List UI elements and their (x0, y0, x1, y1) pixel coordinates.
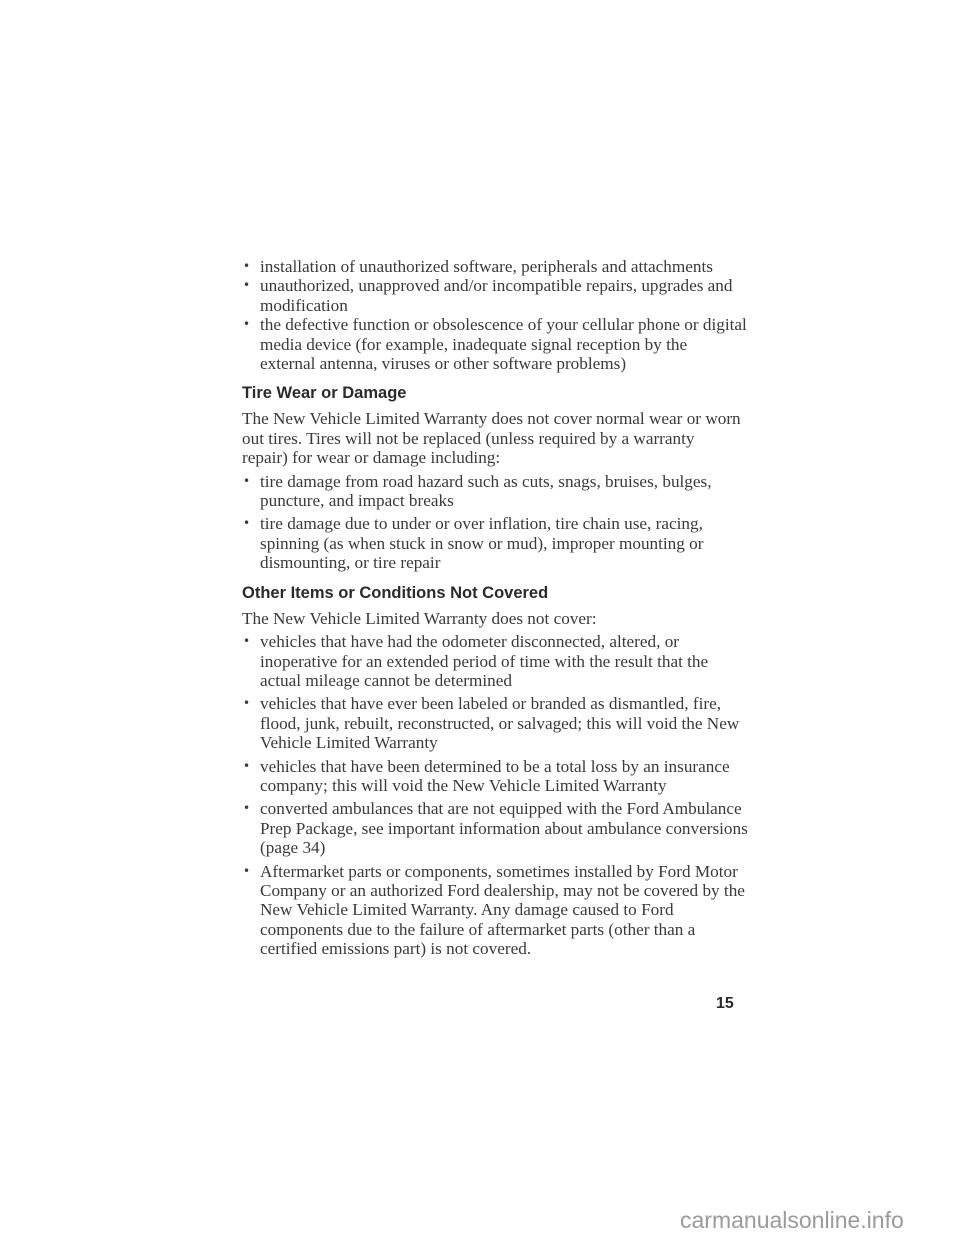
bullet-icon: • (243, 473, 251, 488)
list-item (242, 861, 745, 959)
text-line: company; this will void the New Vehicle Limited Warranty (260, 775, 667, 795)
text-line: spinning (as when stuck in snow or mud), improper mounting or (260, 533, 704, 553)
text-line: certified emissions part) is not covered. (260, 939, 532, 959)
text-line: vehicles that have ever been labeled or branded as dismantled, fire, (260, 694, 721, 714)
bullet-icon: • (243, 696, 251, 711)
list-item (242, 632, 742, 690)
text-line: repair) for wear or damage including: (242, 448, 501, 468)
text-line: media device (for example, inadequate signal reception by the (260, 334, 688, 354)
other-items-paragraph (242, 609, 742, 628)
text-line: actual mileage cannot be determined (260, 670, 512, 690)
list-item (242, 514, 742, 572)
text-line: tire damage from road hazard such as cuts, snags, bruises, bulges, (260, 471, 712, 491)
list-item (242, 757, 742, 796)
text-line: vehicles that have been determined to be a total loss by an insurance (260, 756, 730, 776)
text-line: inoperative for an extended period of time with the result that the (260, 651, 709, 671)
bullet-icon: • (243, 634, 251, 649)
bullet-icon: • (243, 516, 251, 531)
manual-page (242, 257, 748, 963)
text-line: puncture, and impact breaks (260, 491, 454, 511)
list-item (242, 472, 742, 511)
text-line: The New Vehicle Limited Warranty does not cover: (242, 608, 597, 628)
list-item (242, 257, 742, 276)
list-item (242, 315, 747, 374)
list-item (242, 276, 742, 315)
bullet-icon: • (243, 863, 251, 878)
page-number: 15 (716, 995, 734, 1012)
text-line: vehicles that have had the odometer disconnected, altered, or (260, 632, 680, 652)
text-line: Company or an authorized Ford dealership, may not be covered by the (260, 880, 745, 900)
text-line: converted ambulances that are not equipped with the Ford Ambulance (260, 799, 742, 819)
text-line: tire damage due to under or over inflation, tire chain use, racing, (260, 514, 703, 534)
text-line: New Vehicle Limited Warranty. Any damage caused to Ford (260, 900, 674, 920)
other-items-heading: Other Items or Conditions Not Covered (242, 583, 549, 602)
bullet-icon: • (243, 259, 251, 273)
text-line: Prep Package, see important information about ambulance conversions (260, 818, 748, 838)
text-line: flood, junk, rebuilt, reconstructed, or salvaged; this will void the New (260, 713, 740, 733)
text-line: The New Vehicle Limited Warranty does not cover normal wear or worn (242, 409, 741, 429)
watermark: carmanualsonline.info (680, 1207, 904, 1233)
text-line: installation of unauthorized software, peripherals and attachments (260, 257, 713, 276)
tire-wear-paragraph (242, 409, 742, 467)
text-line: dismounting, or tire repair (260, 553, 441, 573)
text-line: modification (260, 295, 348, 315)
tire-wear-heading: Tire Wear or Damage (242, 384, 407, 403)
tire-wear-bullet-list (242, 472, 742, 573)
text-line: Aftermarket parts or components, sometimes installed by Ford Motor (260, 861, 738, 881)
intro-bullet-list (242, 257, 747, 374)
other-items-bullet-list (242, 632, 748, 959)
bullet-icon: • (243, 278, 251, 293)
text-line: out tires. Tires will not be replaced (unless required by a warranty (242, 428, 695, 448)
text-line: external antenna, viruses or other software problems) (260, 354, 627, 374)
list-item (242, 799, 748, 858)
bullet-icon: • (243, 801, 251, 816)
bullet-icon: • (243, 317, 251, 332)
list-item (242, 694, 742, 752)
bullet-icon: • (243, 758, 251, 773)
text-line: (page 34) (260, 838, 326, 858)
text-line: unauthorized, unapproved and/or incompatible repairs, upgrades and (260, 276, 733, 296)
text-line: the defective function or obsolescence of your cellular phone or digital (260, 315, 747, 335)
text-line: Vehicle Limited Warranty (260, 733, 438, 753)
text-line: components due to the failure of aftermarket parts (other than a (260, 919, 696, 939)
